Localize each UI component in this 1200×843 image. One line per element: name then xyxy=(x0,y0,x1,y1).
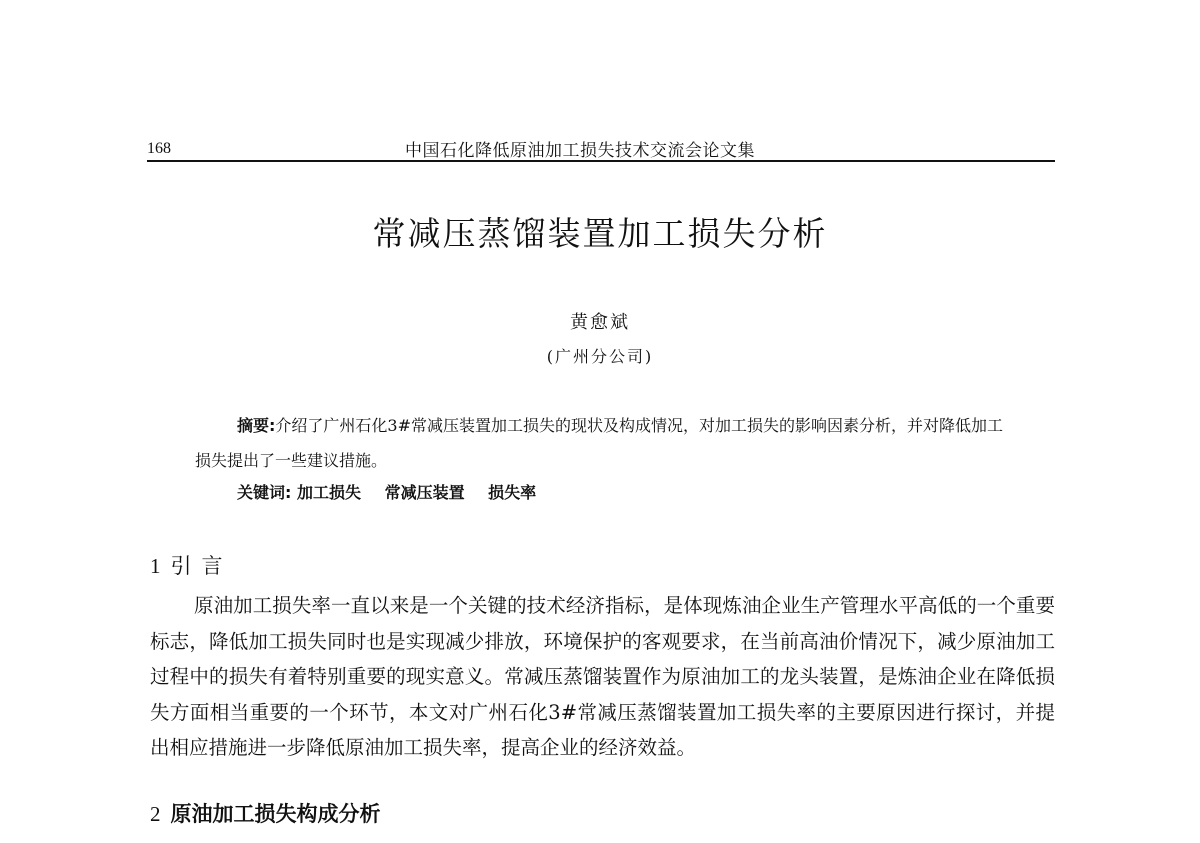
article-title: 常减压蒸馏装置加工损失分析 xyxy=(372,214,828,253)
keyword-item: 加工损失 xyxy=(296,483,361,502)
keyword-item: 常减压装置 xyxy=(384,483,465,502)
author-affiliation: (广州分公司) xyxy=(546,347,654,366)
running-header xyxy=(147,134,1055,162)
introduction-paragraph: 原油加工损失率一直以来是一个关键的技术经济指标，是体现炼油企业生产管理水平高低的一个重要标志，降低加工损失同时也是实现减少排放，环境保护的客观要求，在当前高油价情况下，减少原油加工过程中的损失有着特别重要的现实意义。常减压蒸馏装置作为原油加工的龙头装置，是炼油企业在降低损失方面相当重要的一个环节，本文对广州石化3#常减压蒸馏装置加工损失率的主要原因进行探讨，并提出相应措施进一步降低原油加工损失率，提高企业的经济效益。 xyxy=(150,594,1055,759)
section-heading-loss-analysis xyxy=(150,798,381,828)
abstract-text: 介绍了广州石化3#常减压装置加工损失的现状及构成情况，对加工损失的影响因素分析，并对降低加工损失提出了一些建议措施。 xyxy=(195,416,1003,470)
abstract-label: 摘要: xyxy=(237,416,276,435)
keywords xyxy=(237,480,554,503)
section-number: 2 xyxy=(150,802,161,826)
page-number: 168 xyxy=(147,140,171,157)
keywords-label: 关键词: xyxy=(237,483,292,502)
author-name: 黄愈斌 xyxy=(570,312,630,333)
section-number: 1 xyxy=(150,554,161,578)
section-heading-introduction xyxy=(150,550,233,580)
abstract xyxy=(195,408,1015,478)
keyword-item: 损失率 xyxy=(488,483,537,502)
running-title: 中国石化降低原油加工损失技术交流会论文集 xyxy=(405,141,755,161)
section-title: 引言 xyxy=(170,554,233,578)
section-title: 原油加工损失构成分析 xyxy=(170,802,381,826)
